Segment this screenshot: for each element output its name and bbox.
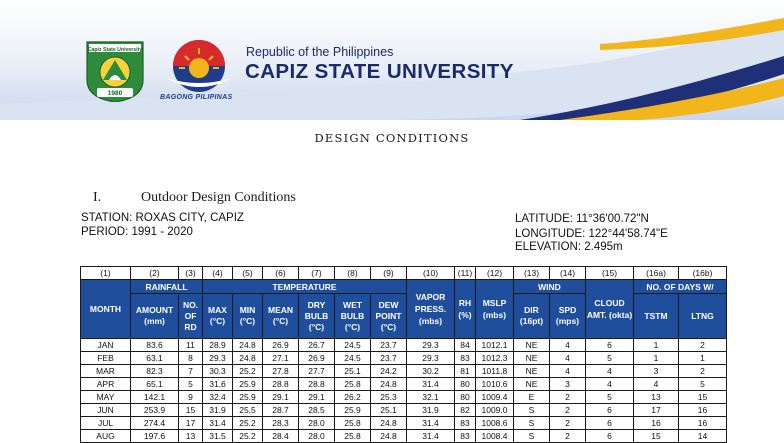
seal-name-text: Capiz State University	[87, 47, 143, 53]
table-row	[81, 365, 727, 378]
table-cell: 28.7	[263, 404, 299, 417]
table-cell: 197.6	[131, 430, 179, 443]
table-cell: 83	[455, 430, 476, 443]
table-cell: 4	[634, 378, 679, 391]
month-cell: JUN	[81, 404, 131, 417]
header-vapor-press: VAPOR PRESS. (mbs)	[407, 280, 455, 339]
table-cell: 65.1	[131, 378, 179, 391]
table-cell: S	[514, 404, 550, 417]
table-cell: 24.8	[233, 339, 263, 352]
header-min: MIN (°C)	[233, 294, 263, 339]
header-dew-point: DEW POINT (°C)	[371, 294, 407, 339]
col-number: (10)	[407, 267, 455, 280]
column-number-row	[81, 267, 727, 280]
latitude-label: LATITUDE: 11°36'00.72"N	[515, 213, 649, 225]
table-cell: 83	[455, 417, 476, 430]
table-cell: NE	[514, 378, 550, 391]
table-cell: NE	[514, 339, 550, 352]
table-cell: 15	[179, 404, 203, 417]
table-cell: 25.9	[233, 378, 263, 391]
header-tstm: TSTM	[634, 294, 679, 339]
table-row	[81, 391, 727, 404]
month-cell: JAN	[81, 339, 131, 352]
table-cell: 25.2	[233, 365, 263, 378]
table-cell: 29.1	[263, 391, 299, 404]
table-row	[81, 378, 727, 391]
table-cell: 31.4	[407, 378, 455, 391]
table-cell: 25.9	[335, 404, 371, 417]
document-title: DESIGN CONDITIONS	[314, 131, 470, 145]
table-cell: 7	[179, 365, 203, 378]
table-cell: 30.3	[203, 365, 233, 378]
table-row	[81, 404, 727, 417]
table-cell: 28.0	[299, 430, 335, 443]
col-number: (16a)	[634, 267, 679, 280]
table-cell: 23.7	[371, 339, 407, 352]
header-wet-bulb: WET BULB (°C)	[335, 294, 371, 339]
table-cell: 1008.4	[476, 430, 514, 443]
table-cell: 28.0	[299, 417, 335, 430]
header-cloud-amt: CLOUD AMT. (okta)	[586, 280, 634, 339]
table-cell: 15	[679, 391, 727, 404]
col-number: (11)	[455, 267, 476, 280]
table-cell: 82.3	[131, 365, 179, 378]
table-cell: 28.8	[299, 378, 335, 391]
table-cell: 1010.6	[476, 378, 514, 391]
table-cell: 31.6	[203, 378, 233, 391]
header-rh: RH (%)	[455, 280, 476, 339]
table-cell: 3	[550, 378, 586, 391]
table-cell: 4	[586, 378, 634, 391]
table-cell: 17	[634, 404, 679, 417]
period-label: PERIOD: 1991 - 2020	[81, 226, 193, 238]
section-number: I.	[93, 190, 102, 205]
table-cell: S	[514, 430, 550, 443]
table-cell: 83	[455, 352, 476, 365]
table-cell: 5	[586, 391, 634, 404]
month-cell: APR	[81, 378, 131, 391]
table-cell: 15	[634, 430, 679, 443]
table-cell: 80	[455, 378, 476, 391]
header-wind: WIND	[514, 280, 586, 294]
col-number: (3)	[179, 267, 203, 280]
header-ltng: LTNG	[679, 294, 727, 339]
table-row	[81, 339, 727, 352]
table-cell: 13	[179, 430, 203, 443]
table-cell: NE	[514, 365, 550, 378]
university-banner	[0, 0, 784, 120]
table-cell: 28.8	[263, 378, 299, 391]
table-cell: 1	[634, 339, 679, 352]
table-cell: 82	[455, 404, 476, 417]
col-number: (16b)	[679, 267, 727, 280]
table-cell: 63.1	[131, 352, 179, 365]
table-cell: 5	[679, 378, 727, 391]
table-cell: 28.3	[263, 417, 299, 430]
col-number: (14)	[550, 267, 586, 280]
table-cell: 24.8	[371, 378, 407, 391]
col-number: (8)	[335, 267, 371, 280]
table-cell: 26.2	[335, 391, 371, 404]
table-cell: 24.8	[371, 430, 407, 443]
table-cell: 31.4	[407, 417, 455, 430]
header-max: MAX (°C)	[203, 294, 233, 339]
design-conditions-table	[80, 266, 727, 443]
table-cell: 26.7	[299, 339, 335, 352]
table-cell: 142.1	[131, 391, 179, 404]
table-cell: 32.4	[203, 391, 233, 404]
table-body	[81, 339, 727, 443]
table-cell: S	[514, 417, 550, 430]
table-cell: 29.3	[203, 352, 233, 365]
table-cell: 29.3	[407, 339, 455, 352]
table-cell: 30.2	[407, 365, 455, 378]
table-cell: 14	[679, 430, 727, 443]
month-cell: FEB	[81, 352, 131, 365]
table-cell: E	[514, 391, 550, 404]
table-cell: 25.1	[335, 365, 371, 378]
table-cell: 4	[550, 352, 586, 365]
table-cell: 28.9	[203, 339, 233, 352]
table-cell: 26.9	[263, 339, 299, 352]
table-cell: 24.8	[371, 417, 407, 430]
table-cell: 6	[586, 404, 634, 417]
col-number: (12)	[476, 267, 514, 280]
table-cell: 2	[550, 430, 586, 443]
table-cell: 2	[679, 365, 727, 378]
bagong-pilipinas-caption: BAGONG PILIPINAS	[160, 94, 233, 101]
col-number: (7)	[299, 267, 335, 280]
section-title: Outdoor Design Conditions	[141, 190, 296, 205]
table-cell: 31.9	[407, 404, 455, 417]
month-cell: MAR	[81, 365, 131, 378]
table-cell: 274.4	[131, 417, 179, 430]
table-cell: 31.4	[407, 430, 455, 443]
table-cell: 17	[179, 417, 203, 430]
table-cell: 24.5	[335, 339, 371, 352]
col-number: (2)	[131, 267, 179, 280]
table-cell: 83.6	[131, 339, 179, 352]
table-cell: 24.8	[233, 352, 263, 365]
republic-heading: Republic of the Philippines	[246, 45, 394, 59]
table-cell: 27.7	[299, 365, 335, 378]
table-cell: 5	[586, 352, 634, 365]
table-cell: 28.4	[263, 430, 299, 443]
table-cell: 31.5	[203, 430, 233, 443]
col-number: (6)	[263, 267, 299, 280]
col-number: (4)	[203, 267, 233, 280]
header-amount: AMOUNT (mm)	[131, 294, 179, 339]
university-seal	[83, 36, 147, 102]
group-header-row	[81, 280, 727, 294]
table-cell: 31.9	[203, 404, 233, 417]
col-number: (15)	[586, 267, 634, 280]
table-cell: 27.1	[263, 352, 299, 365]
table-cell: 1009.4	[476, 391, 514, 404]
table-row	[81, 352, 727, 365]
table-cell: 5	[179, 378, 203, 391]
table-cell: 1008.6	[476, 417, 514, 430]
table-cell: 25.1	[371, 404, 407, 417]
university-name: CAPIZ STATE UNIVERSITY	[245, 60, 514, 83]
col-number: (1)	[81, 267, 131, 280]
table-cell: 1012.1	[476, 339, 514, 352]
table-cell: 32.1	[407, 391, 455, 404]
table-cell: 84	[455, 339, 476, 352]
table-cell: 9	[179, 391, 203, 404]
header-mslp: MSLP (mbs)	[476, 280, 514, 339]
table-cell: 25.8	[335, 378, 371, 391]
table-cell: 25.2	[233, 417, 263, 430]
table-cell: 25.9	[233, 391, 263, 404]
table-cell: 1011.8	[476, 365, 514, 378]
table-cell: 1	[679, 352, 727, 365]
table-cell: 25.2	[233, 430, 263, 443]
table-cell: 25.5	[233, 404, 263, 417]
table-cell: 2	[550, 417, 586, 430]
section-heading	[93, 190, 296, 206]
table-cell: 253.9	[131, 404, 179, 417]
table-cell: 16	[634, 417, 679, 430]
table-cell: 16	[679, 417, 727, 430]
table-cell: 11	[179, 339, 203, 352]
table-cell: 29.1	[299, 391, 335, 404]
table-cell: 4	[550, 365, 586, 378]
table-cell: 1012.3	[476, 352, 514, 365]
table-row	[81, 417, 727, 430]
table-cell: 8	[179, 352, 203, 365]
month-cell: AUG	[81, 430, 131, 443]
header-no-of-rd: NO. OF RD	[179, 294, 203, 339]
table-cell: 16	[679, 404, 727, 417]
table-cell: 2	[550, 404, 586, 417]
table-cell: 2	[550, 391, 586, 404]
header-wind-dir: DIR (16pt)	[514, 294, 550, 339]
table-cell: 1009.0	[476, 404, 514, 417]
table-cell: 24.2	[371, 365, 407, 378]
header-rainfall: RAINFALL	[131, 280, 203, 294]
header-temperature: TEMPERATURE	[203, 280, 407, 294]
month-cell: MAY	[81, 391, 131, 404]
header-wind-spd: SPD (mps)	[550, 294, 586, 339]
table-cell: 27.8	[263, 365, 299, 378]
table-cell: NE	[514, 352, 550, 365]
table-cell: 25.8	[335, 430, 371, 443]
bagong-pilipinas-logo	[160, 38, 238, 102]
table-cell: 24.5	[335, 352, 371, 365]
station-label: STATION: ROXAS CITY, CAPIZ	[81, 212, 244, 224]
table-cell: 23.7	[371, 352, 407, 365]
col-number: (9)	[371, 267, 407, 280]
col-number: (13)	[514, 267, 550, 280]
table-cell: 3	[634, 365, 679, 378]
month-cell: JUL	[81, 417, 131, 430]
table-cell: 6	[586, 339, 634, 352]
table-cell: 2	[679, 339, 727, 352]
table-cell: 4	[550, 339, 586, 352]
table-cell: 25.8	[335, 417, 371, 430]
table-cell: 26.9	[299, 352, 335, 365]
header-dry-bulb: DRY BULB (°C)	[299, 294, 335, 339]
table-cell: 81	[455, 365, 476, 378]
col-number: (5)	[233, 267, 263, 280]
table-cell: 6	[586, 430, 634, 443]
table-cell: 6	[586, 417, 634, 430]
table-cell: 28.5	[299, 404, 335, 417]
header-mean: MEAN (°C)	[263, 294, 299, 339]
table-cell: 29.3	[407, 352, 455, 365]
table-cell: 13	[634, 391, 679, 404]
header-month: MONTH	[81, 280, 131, 339]
header-no-of-days: NO. OF DAYS W/	[634, 280, 727, 294]
seal-year-text: 1980	[107, 90, 123, 97]
table-cell: 31.4	[203, 417, 233, 430]
table-cell: 1	[634, 352, 679, 365]
longitude-label: LONGITUDE: 122°44'58.74"E	[515, 228, 668, 240]
table-cell: 4	[586, 365, 634, 378]
table-cell: 25.3	[371, 391, 407, 404]
elevation-label: ELEVATION: 2.495m	[515, 241, 623, 253]
table-cell: 80	[455, 391, 476, 404]
